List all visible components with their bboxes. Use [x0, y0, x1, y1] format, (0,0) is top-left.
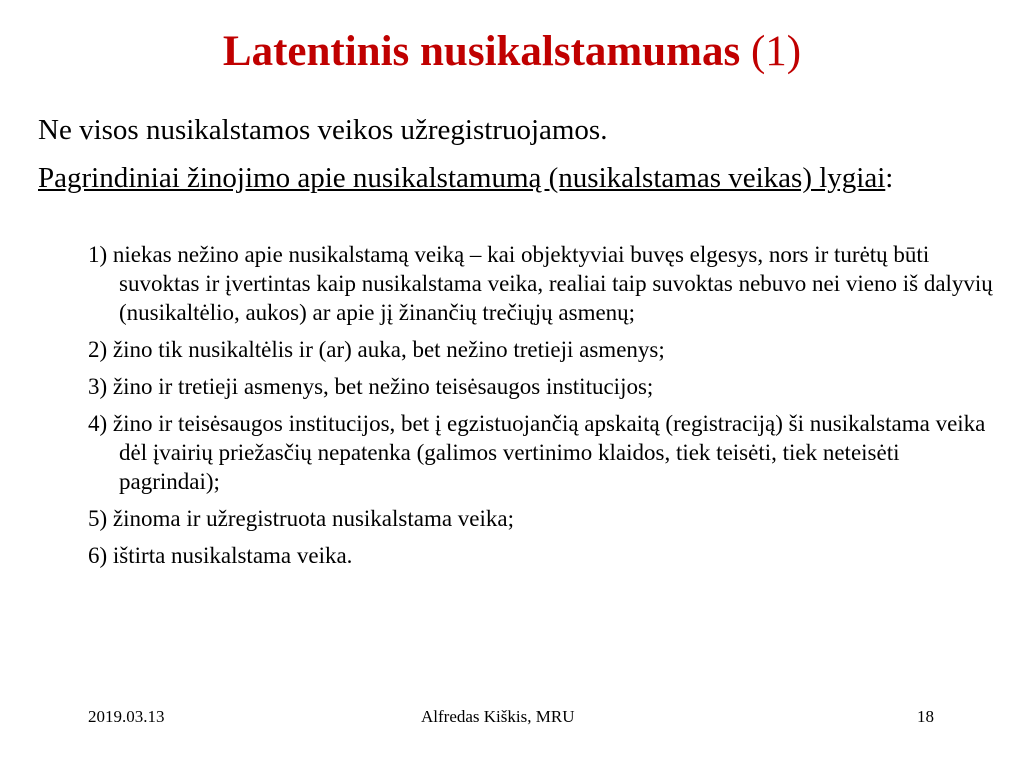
levels-heading-colon: : [885, 162, 894, 194]
list-item: 4) žino ir teisėsaugos institucijos, bet į egzistuojančią apskaitą (registraciją) ši nusikalstama veika dėl įvairių priežasčių nepatenka (galimos vertinimo klaidos, tiek teisėti, tiek neteisėti pagrindai); [88, 411, 986, 494]
levels-list [88, 240, 998, 578]
list-item: 1) niekas nežino apie nusikalstamą veiką – kai objektyviai buvęs elgesys, nors ir turėtų būti suvoktas ir įvertintas kaip nusikalstama veika, realiai taip suvoktas nebuvo nei vieno iš dalyvių (nusikaltėlio, aukos) ar apie jį žinančių trečiųjų asmenų; [88, 242, 993, 325]
list-item: 2) žino tik nusikaltėlis ir (ar) auka, bet nežino tretieji asmenys; [88, 337, 665, 362]
slide-title-suffix: (1) [740, 28, 802, 75]
slide-title [0, 26, 1024, 78]
footer-page-number: 18 [917, 707, 934, 726]
levels-heading [38, 161, 1004, 196]
list-item: 6) ištirta nusikalstama veika. [88, 543, 353, 568]
slide-title-main: Latentinis nusikalstamumas [222, 28, 741, 75]
footer-author: Alfredas Kiškis, MRU [421, 707, 575, 726]
list-item: 5) žinoma ir užregistruota nusikalstama veika; [88, 506, 515, 531]
levels-heading-text: Pagrindiniai žinojimo apie nusikalstamumą (nusikalstamas veikas) lygiai [38, 162, 886, 194]
intro-paragraph: Ne visos nusikalstamos veikos užregistruojamos. [38, 114, 608, 146]
list-item: 3) žino ir tretieji asmenys, bet nežino teisėsaugos institucijos; [88, 374, 654, 399]
footer-date: 2019.03.13 [88, 707, 165, 726]
